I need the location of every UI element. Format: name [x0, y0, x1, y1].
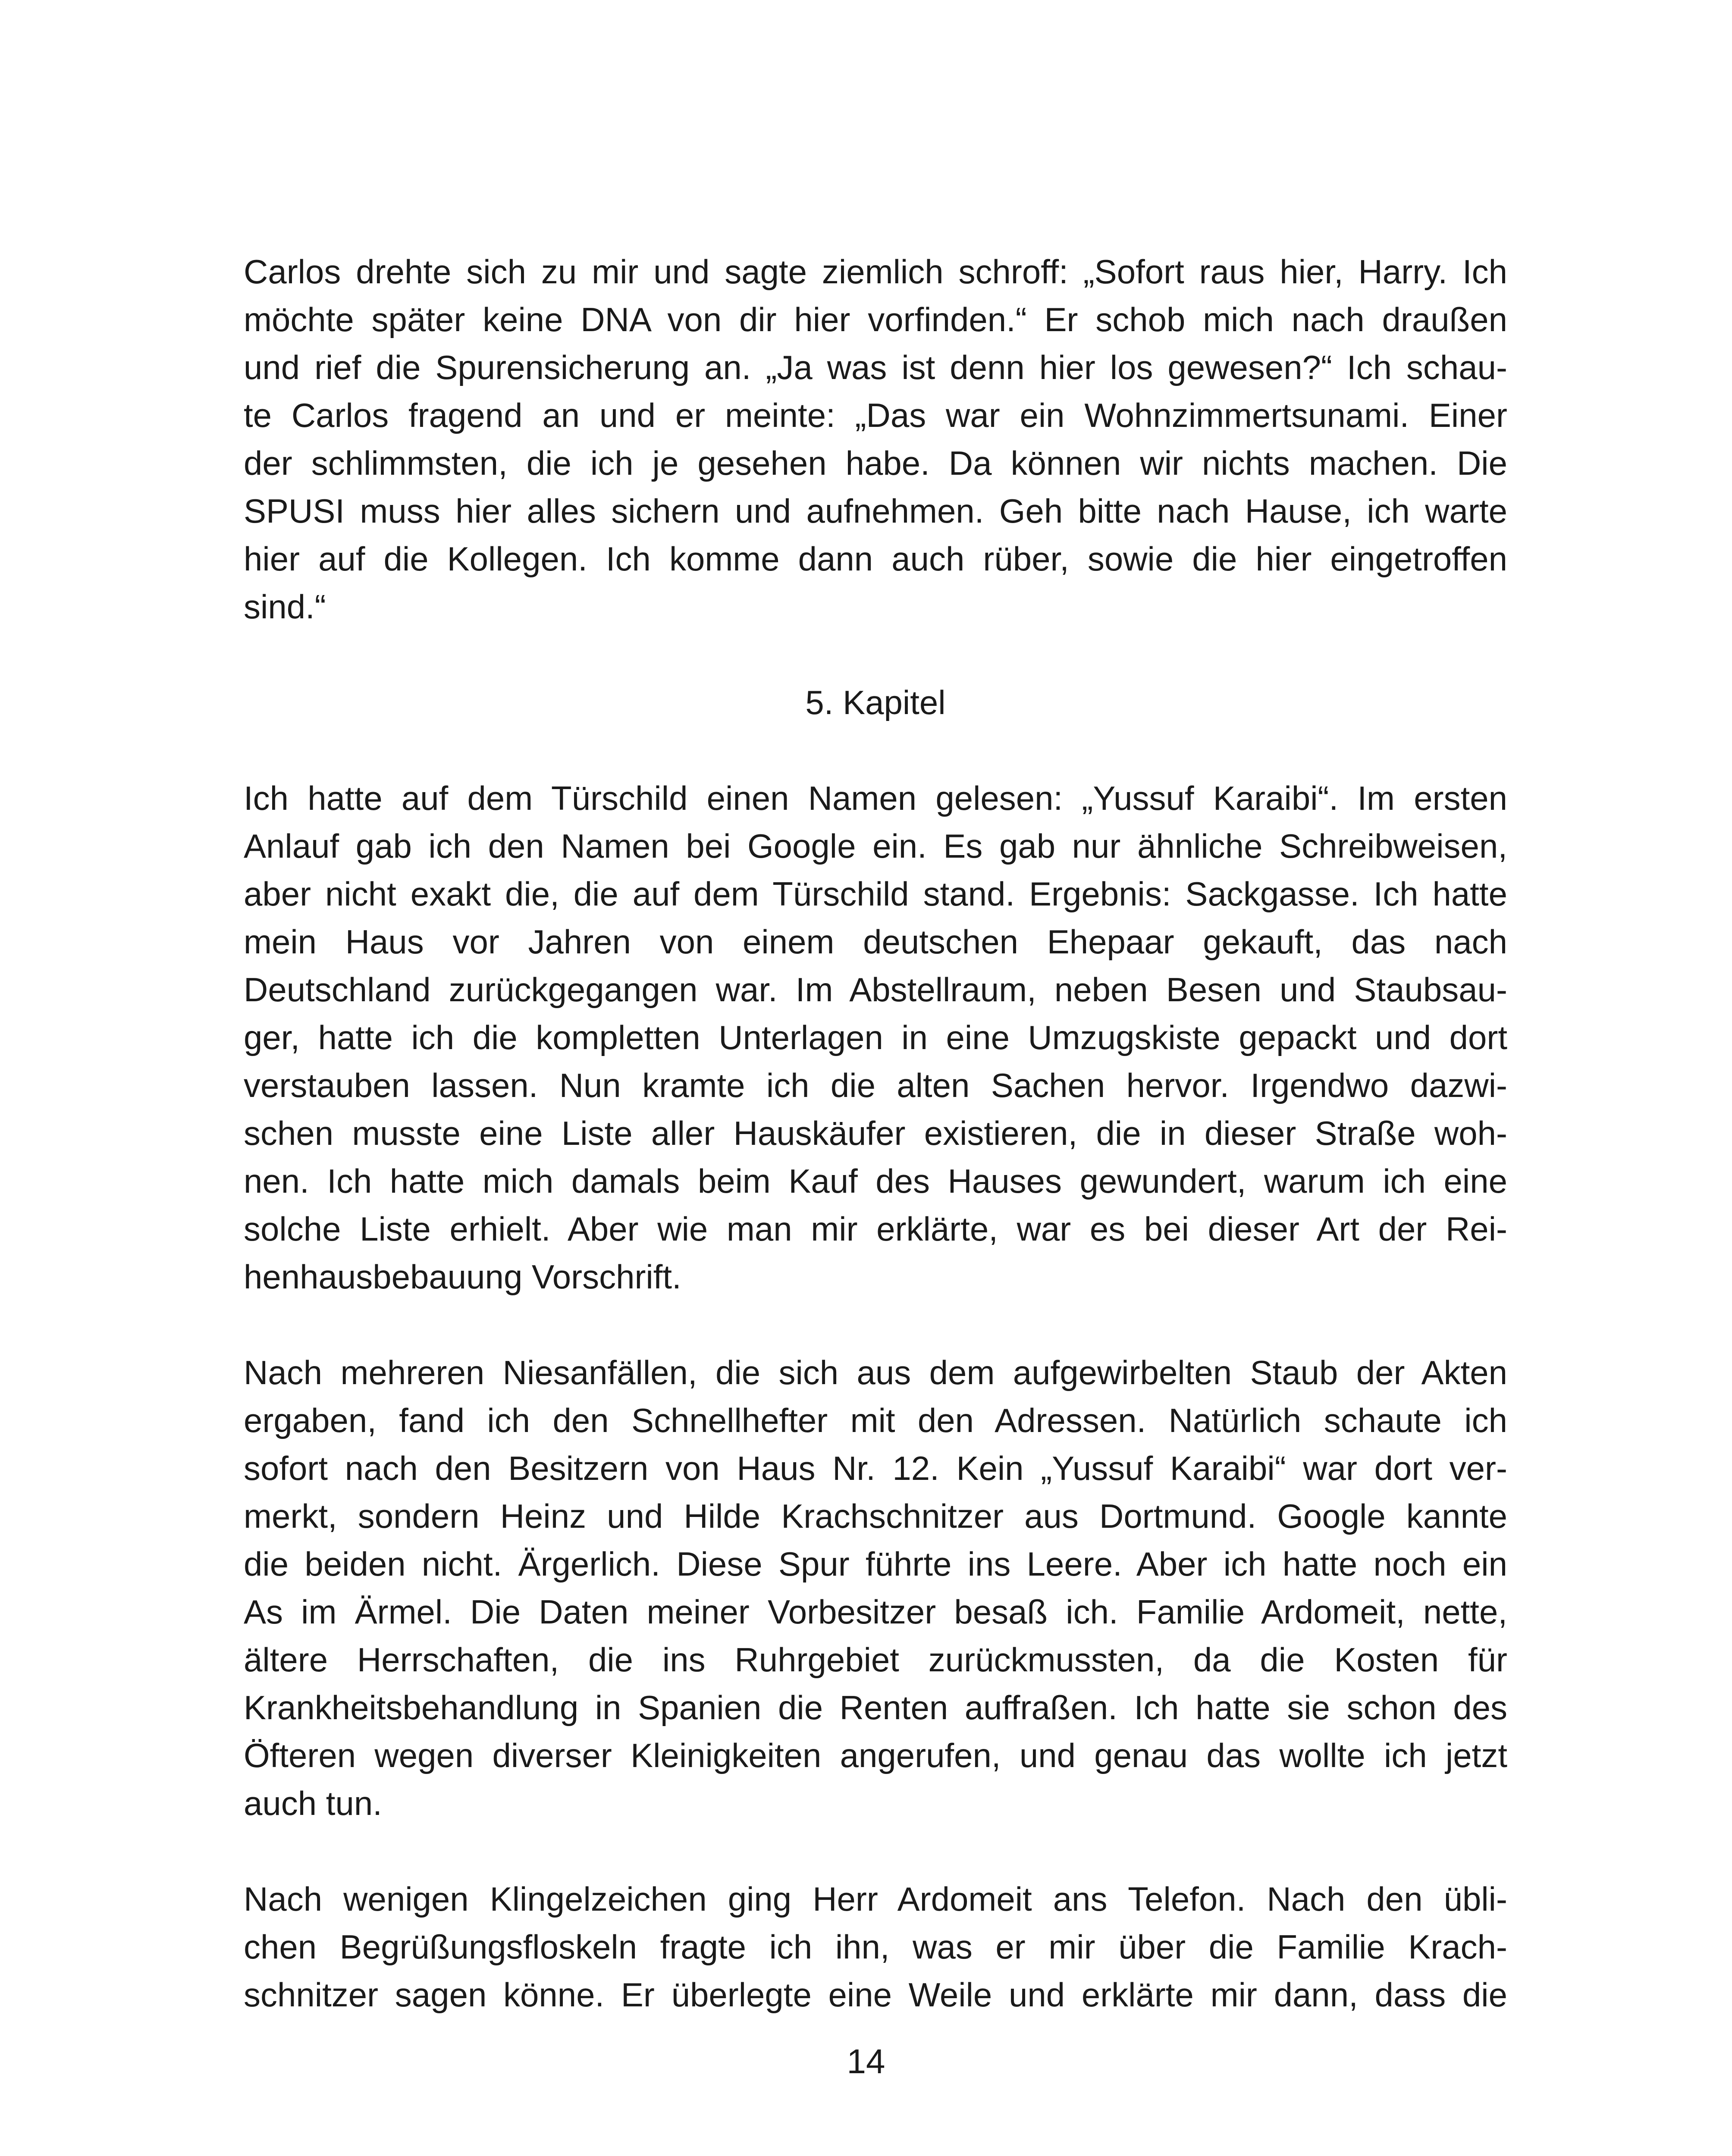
paragraph-4	[244, 1875, 1507, 2019]
paragraph-2	[244, 774, 1507, 1301]
text-line: ältere Herrschaften, die ins Ruhrgebiet zurückmussten, da die Kosten für	[244, 1641, 1507, 1679]
text-line: te Carlos fragend an und er meinte: „Das war ein Wohnzimmertsunami. Einer	[244, 396, 1507, 434]
text-line: auch tun.	[244, 1784, 382, 1822]
text-line: As im Ärmel. Die Daten meiner Vorbesitzer besaß ich. Familie Ardomeit, nette,	[244, 1593, 1507, 1631]
text-line: sofort nach den Besitzern von Haus Nr. 12. Kein „Yussuf Karaibi“ war dort ver-	[244, 1449, 1507, 1487]
text-line: und rief die Spurensicherung an. „Ja was ist denn hier los gewesen?“ Ich schau-	[244, 348, 1507, 386]
text-line: die beiden nicht. Ärgerlich. Diese Spur führte ins Leere. Aber ich hatte noch ein	[244, 1545, 1507, 1583]
text-line: schnitzer sagen könne. Er überlegte eine Weile und erklärte mir dann, dass die	[244, 1976, 1507, 2014]
paragraph-spacer	[244, 1827, 1507, 1875]
text-line: Krankheitsbehandlung in Spanien die Renten auffraßen. Ich hatte sie schon des	[244, 1689, 1507, 1727]
text-line: solche Liste erhielt. Aber wie man mir erklärte, war es bei dieser Art der Rei-	[244, 1210, 1507, 1248]
text-line: aber nicht exakt die, die auf dem Türschild stand. Ergebnis: Sackgasse. Ich hatte	[244, 875, 1507, 913]
text-line: merkt, sondern Heinz und Hilde Krachschnitzer aus Dortmund. Google kannte	[244, 1497, 1507, 1535]
paragraph-spacer	[244, 631, 1507, 679]
page-number: 14	[847, 2042, 885, 2081]
text-line: schen musste eine Liste aller Hauskäufer existieren, die in dieser Straße woh-	[244, 1114, 1507, 1152]
book-page	[244, 248, 1507, 2019]
text-line: Nach wenigen Klingelzeichen ging Herr Ardomeit ans Telefon. Nach den übli-	[244, 1880, 1507, 1918]
text-line: Carlos drehte sich zu mir und sagte ziemlich schroff: „Sofort raus hier, Harry. Ich	[244, 253, 1507, 291]
text-line: mein Haus vor Jahren von einem deutschen Ehepaar gekauft, das nach	[244, 923, 1507, 961]
text-line: chen Begrüßungsfloskeln fragte ich ihn, was er mir über die Familie Krach-	[244, 1928, 1507, 1966]
paragraph-spacer	[244, 727, 1507, 774]
paragraph-spacer	[244, 1301, 1507, 1349]
text-line: Nach mehreren Niesanfällen, die sich aus dem aufgewirbelten Staub der Akten	[244, 1354, 1507, 1391]
text-line: möchte später keine DNA von dir hier vorfinden.“ Er schob mich nach draußen	[244, 301, 1507, 338]
text-line: hier auf die Kollegen. Ich komme dann auch rüber, sowie die hier eingetroffen	[244, 540, 1507, 578]
text-line: nen. Ich hatte mich damals beim Kauf des Hauses gewundert, warum ich eine	[244, 1162, 1507, 1200]
text-line: Ich hatte auf dem Türschild einen Namen gelesen: „Yussuf Karaibi“. Im ersten	[244, 779, 1507, 817]
text-line: Öfteren wegen diverser Kleinigkeiten angerufen, und genau das wollte ich jetzt	[244, 1736, 1507, 1774]
text-line: verstauben lassen. Nun kramte ich die alten Sachen hervor. Irgendwo dazwi-	[244, 1066, 1507, 1104]
paragraph-1	[244, 248, 1507, 631]
text-line: ger, hatte ich die kompletten Unterlagen in eine Umzugskiste gepackt und dort	[244, 1018, 1507, 1056]
text-line: Anlauf gab ich den Namen bei Google ein. Es gab nur ähnliche Schreibweisen,	[244, 827, 1507, 865]
chapter-heading: 5. Kapitel	[805, 683, 946, 721]
text-line: henhausbebauung Vorschrift.	[244, 1258, 681, 1296]
paragraph-3	[244, 1349, 1507, 1827]
text-line: SPUSI muss hier alles sichern und aufnehmen. Geh bitte nach Hause, ich warte	[244, 492, 1507, 530]
text-line: der schlimmsten, die ich je gesehen habe. Da können wir nichts machen. Die	[244, 444, 1507, 482]
text-line: ergaben, fand ich den Schnellhefter mit den Adressen. Natürlich schaute ich	[244, 1401, 1507, 1439]
text-line: Deutschland zurückgegangen war. Im Abstellraum, neben Besen und Staubsau-	[244, 971, 1507, 1009]
text-line: sind.“	[244, 588, 326, 626]
